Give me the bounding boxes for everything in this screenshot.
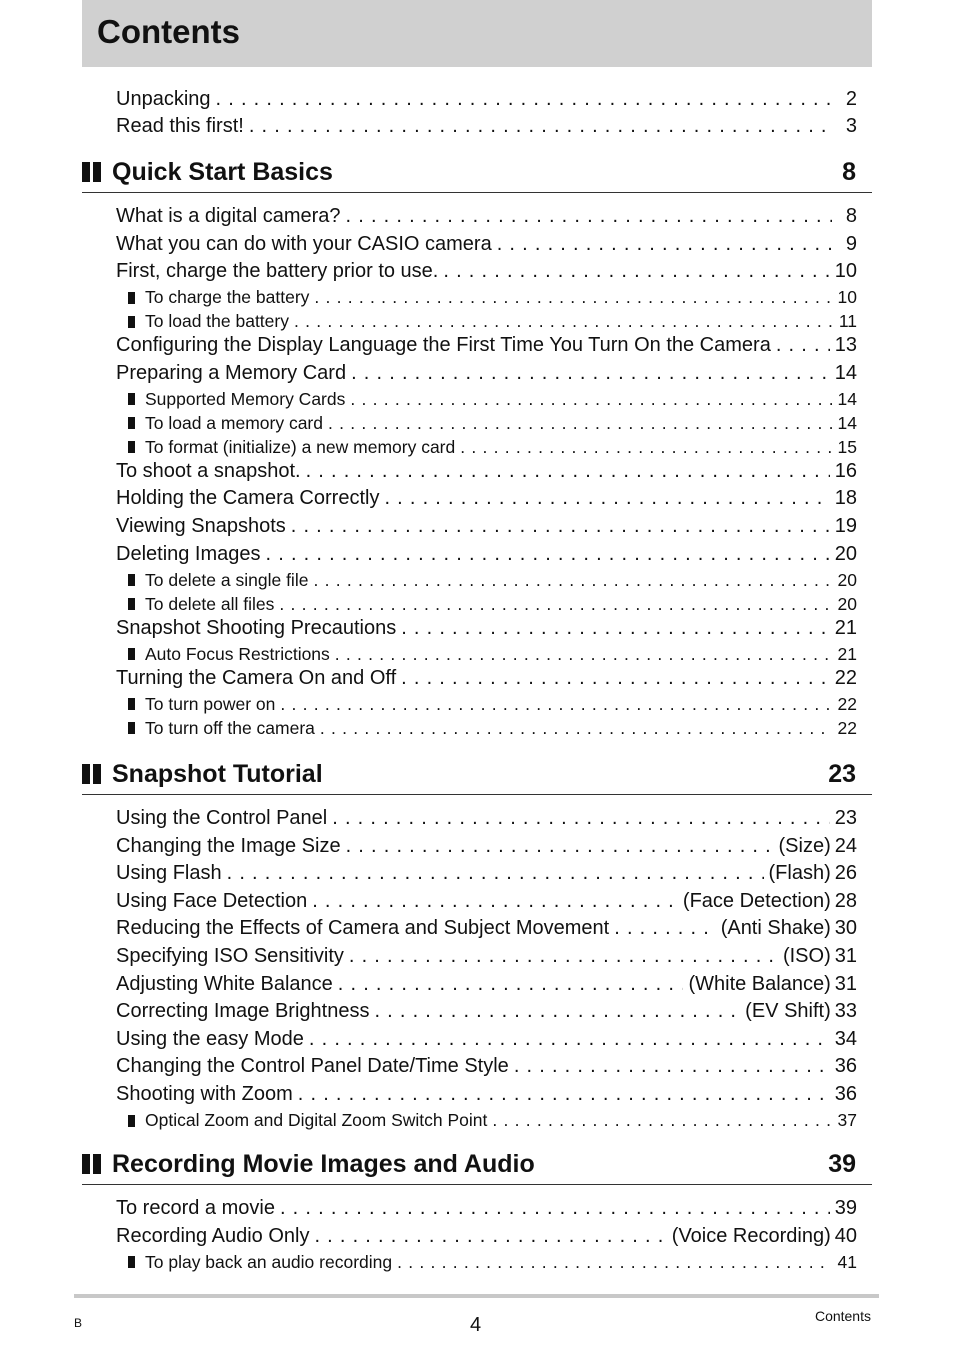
toc-entry-page: 14: [834, 361, 857, 384]
toc-entry-1-9[interactable]: [116, 1055, 857, 1078]
bullet-square-icon: [128, 574, 135, 586]
toc-entry-note: (Anti Shake): [720, 917, 831, 940]
toc-entry-0-17[interactable]: [128, 644, 857, 665]
toc-entry-title: To record a movie: [116, 1197, 275, 1219]
dot-leader: [294, 311, 832, 332]
dot-leader: [338, 973, 684, 996]
toc-entry-note: (Face Detection): [682, 889, 831, 912]
toc-entry-page: 3: [845, 115, 857, 137]
dot-leader: [266, 543, 830, 566]
dot-leader: [492, 1110, 832, 1131]
toc-entry-page: 28: [834, 889, 857, 912]
toc-entry-page: 15: [837, 436, 857, 457]
bullet-square-icon: [128, 417, 135, 429]
dot-leader: [443, 260, 829, 283]
toc-entry-title: To play back an audio recording: [145, 1251, 393, 1272]
toc-entry-0-14[interactable]: [128, 570, 857, 591]
dot-leader: [346, 205, 832, 228]
toc-entry-page: 39: [834, 1197, 857, 1219]
dot-leader: [346, 835, 774, 858]
toc-entry-0-18[interactable]: [116, 667, 857, 690]
dot-leader: [351, 362, 830, 385]
toc-entry-0-19[interactable]: [128, 694, 857, 715]
toc-entry-title: Optical Zoom and Digital Zoom Switch Point: [145, 1110, 488, 1130]
dot-leader: [227, 862, 764, 885]
toc-entry-2-1[interactable]: [116, 1225, 857, 1248]
bullet-square-icon: [128, 316, 135, 328]
toc-entry-note: (Flash): [768, 862, 831, 885]
toc-entry-title: Adjusting White Balance: [116, 972, 333, 995]
bullet-square-icon: [128, 441, 135, 453]
toc-entry-0-10[interactable]: [116, 460, 857, 483]
toc-entry-page: 37: [837, 1110, 857, 1130]
toc-entry-title: Using the easy Mode: [116, 1027, 304, 1050]
dot-leader: [384, 487, 829, 510]
toc-entry-title: Using Flash: [116, 862, 222, 885]
dot-leader: [332, 807, 830, 830]
section-title: Snapshot Tutorial: [112, 760, 323, 788]
dot-leader: [497, 233, 832, 256]
toc-entry-0-5[interactable]: [116, 334, 857, 357]
toc-entry-page: 31: [834, 945, 857, 967]
toc-entry-title: Using Face Detection: [116, 889, 308, 912]
toc-entry-0-9[interactable]: [128, 437, 857, 458]
toc-entry-page: 24: [834, 834, 857, 857]
dot-leader: [312, 890, 678, 913]
toc-entry-page: 34: [834, 1027, 857, 1050]
toc-entry-note: (Voice Recording): [671, 1224, 831, 1247]
toc-entry-page: 19: [834, 515, 857, 537]
toc-entry-note: (Size): [778, 834, 831, 857]
toc-entry-title: To load the battery: [145, 311, 289, 332]
dot-leader: [328, 413, 832, 434]
section-marker-icon: [82, 162, 104, 182]
dot-leader: [306, 460, 830, 483]
toc-entry-page: 33: [834, 1000, 857, 1023]
toc-entry-title: What you can do with your CASIO camera: [116, 232, 492, 255]
toc-entry-title: To load a memory card: [145, 412, 323, 433]
toc-entry-1-7[interactable]: [116, 1000, 857, 1023]
toc-entry-1-11[interactable]: [128, 1110, 857, 1131]
section-marker-icon: [82, 764, 104, 784]
section-header-2: [82, 1148, 872, 1185]
toc-entry-title: Viewing Snapshots: [116, 515, 286, 537]
toc-entry-1-10[interactable]: [116, 1083, 857, 1106]
toc-entry-title: To turn power on: [145, 693, 276, 714]
toc-entry-0-1[interactable]: [116, 233, 857, 256]
bullet-square-icon: [128, 1115, 135, 1127]
dot-leader: [401, 617, 830, 640]
section-page: 39: [828, 1150, 856, 1178]
dot-leader: [279, 594, 832, 615]
toc-entry-0-3[interactable]: [128, 287, 857, 308]
toc-entry-page: 22: [834, 666, 857, 689]
toc-entry-title: To delete all files: [145, 593, 275, 614]
dot-leader: [291, 515, 830, 538]
section-title: Recording Movie Images and Audio: [112, 1150, 535, 1178]
dot-leader: [401, 667, 830, 690]
toc-entry-title: Changing the Control Panel Date/Time Style: [116, 1055, 509, 1078]
bullet-square-icon: [128, 722, 135, 734]
toc-entry-title: To shoot a snapshot.: [116, 459, 301, 482]
toc-entry-title: Holding the Camera Correctly: [116, 487, 380, 510]
toc-entry-note: (EV Shift): [745, 1000, 831, 1023]
bullet-square-icon: [128, 648, 135, 660]
page-title: Contents: [97, 13, 240, 50]
toc-entry-title: Auto Focus Restrictions: [145, 643, 330, 664]
toc-entry-1-2[interactable]: [116, 862, 857, 885]
toc-entry-title: First, charge the battery prior to use.: [116, 260, 439, 283]
dot-leader: [349, 945, 778, 968]
footer-page-number: 4: [470, 1314, 482, 1336]
toc-entry-page: 41: [837, 1251, 857, 1272]
toc-entry-page: 10: [834, 260, 857, 283]
toc-entry-title: Preparing a Memory Card: [116, 361, 347, 384]
toc-entry-title: Shooting with Zoom: [116, 1083, 293, 1105]
dot-leader: [374, 1000, 740, 1023]
toc-entry-0-6[interactable]: [116, 362, 857, 385]
toc-entry-0-13[interactable]: [116, 543, 857, 566]
toc-entry-page: 13: [834, 334, 857, 357]
dot-leader: [298, 1083, 830, 1106]
toc-entry-title: Deleting Images: [116, 542, 261, 565]
footer-divider: [74, 1294, 879, 1298]
toc-entry-title: To format (initialize) a new memory card: [145, 436, 456, 457]
toc-entry-1-8[interactable]: [116, 1028, 857, 1051]
toc-entry-page: 9: [845, 232, 857, 255]
dot-leader: [335, 644, 832, 665]
section-header-0: [82, 156, 872, 193]
footer-section-label: Contents: [814, 1308, 871, 1324]
toc-entry-page: 36: [834, 1083, 857, 1105]
toc-entry-page: 14: [837, 412, 857, 433]
dot-leader: [280, 694, 832, 715]
toc-entry-1-4[interactable]: [116, 917, 857, 940]
toc-entry-0-0[interactable]: [116, 205, 857, 228]
section-marker-icon: [82, 1154, 104, 1174]
toc-entry-page: 21: [837, 643, 857, 664]
toc-entry-intro-0[interactable]: [116, 88, 857, 111]
toc-entry-page: 20: [834, 542, 857, 565]
toc-entry-0-2[interactable]: [116, 260, 857, 283]
dot-leader: [320, 718, 832, 739]
dot-leader: [313, 570, 832, 591]
header-bar: [82, 0, 872, 67]
toc-entry-page: 18: [834, 487, 857, 510]
toc-entry-title: To turn off the camera: [145, 717, 315, 738]
toc-entry-title: Reducing the Effects of Camera and Subject Movement: [116, 917, 610, 940]
bullet-square-icon: [128, 598, 135, 610]
toc-entry-page: 22: [837, 693, 857, 714]
toc-entry-0-20[interactable]: [128, 718, 857, 739]
bullet-square-icon: [128, 1256, 135, 1268]
toc-entry-page: 30: [834, 917, 857, 940]
bullet-square-icon: [128, 698, 135, 710]
dot-leader: [514, 1055, 830, 1078]
toc-entry-title: To charge the battery: [145, 287, 310, 308]
toc-entry-title: What is a digital camera?: [116, 205, 341, 227]
dot-leader: [314, 287, 832, 308]
toc-entry-page: 2: [845, 88, 857, 110]
toc-entry-page: 20: [837, 569, 857, 590]
toc-entry-page: 21: [834, 616, 857, 639]
toc-entry-title: Correcting Image Brightness: [116, 1000, 370, 1023]
dot-leader: [280, 1197, 830, 1220]
dot-leader: [314, 1225, 666, 1248]
toc-entry-title: Specifying ISO Sensitivity: [116, 945, 344, 967]
toc-entry-title: To delete a single file: [145, 569, 309, 590]
toc-entry-0-16[interactable]: [116, 617, 857, 640]
toc-entry-1-3[interactable]: [116, 890, 857, 913]
toc-entry-2-2[interactable]: [128, 1252, 857, 1273]
toc-entry-page: 11: [838, 311, 857, 332]
toc-entry-title: Configuring the Display Language the First Time You Turn On the Camera: [116, 334, 771, 357]
dot-leader: [614, 917, 715, 940]
toc-entry-0-15[interactable]: [128, 594, 857, 615]
footer-left-label: B: [74, 1316, 83, 1330]
toc-entry-0-8[interactable]: [128, 413, 857, 434]
toc-entry-page: 16: [834, 459, 857, 482]
section-page: 23: [828, 760, 856, 788]
toc-entry-1-0[interactable]: [116, 807, 857, 830]
dot-leader: [350, 389, 832, 410]
toc-entry-title: Turning the Camera On and Off: [116, 666, 397, 689]
toc-entry-title: Recording Audio Only: [116, 1224, 310, 1247]
toc-entry-page: 10: [837, 287, 857, 308]
toc-entry-page: 26: [834, 862, 857, 885]
toc-entry-title: Using the Control Panel: [116, 807, 328, 829]
toc-entry-intro-1[interactable]: [116, 115, 857, 138]
toc-entry-page: 36: [834, 1055, 857, 1078]
toc-entry-page: 23: [834, 807, 857, 829]
toc-entry-title: Unpacking: [116, 88, 211, 110]
toc-entry-title: Supported Memory Cards: [145, 388, 346, 409]
toc-entry-page: 14: [837, 388, 857, 409]
toc-entry-note: (ISO): [782, 945, 831, 967]
toc-entry-page: 40: [834, 1224, 857, 1247]
section-page: 8: [842, 158, 856, 186]
section-title: Quick Start Basics: [112, 158, 333, 186]
toc-entry-2-0[interactable]: [116, 1197, 857, 1220]
dot-leader: [776, 334, 830, 357]
toc-entry-title: Snapshot Shooting Precautions: [116, 616, 397, 639]
toc-entry-1-6[interactable]: [116, 973, 857, 996]
toc-entry-title: Changing the Image Size: [116, 834, 341, 857]
toc-entry-0-7[interactable]: [128, 389, 857, 410]
toc-entry-title: Read this first!: [116, 115, 244, 137]
toc-entry-page: 20: [837, 593, 857, 614]
dot-leader: [216, 88, 832, 111]
toc-entry-0-4[interactable]: [128, 311, 857, 332]
dot-leader: [249, 115, 832, 138]
bullet-square-icon: [128, 393, 135, 405]
dot-leader: [460, 437, 832, 458]
toc-entry-note: (White Balance): [688, 972, 831, 995]
toc-entry-1-5[interactable]: [116, 945, 857, 968]
dot-leader: [309, 1028, 830, 1051]
toc-entry-1-1[interactable]: [116, 835, 857, 858]
bullet-square-icon: [128, 292, 135, 304]
dot-leader: [397, 1252, 832, 1273]
toc-entry-page: 8: [845, 205, 857, 227]
toc-entry-0-11[interactable]: [116, 487, 857, 510]
toc-entry-page: 22: [837, 717, 857, 738]
toc-entry-0-12[interactable]: [116, 515, 857, 538]
section-header-1: [82, 758, 872, 795]
toc-entry-page: 31: [834, 972, 857, 995]
